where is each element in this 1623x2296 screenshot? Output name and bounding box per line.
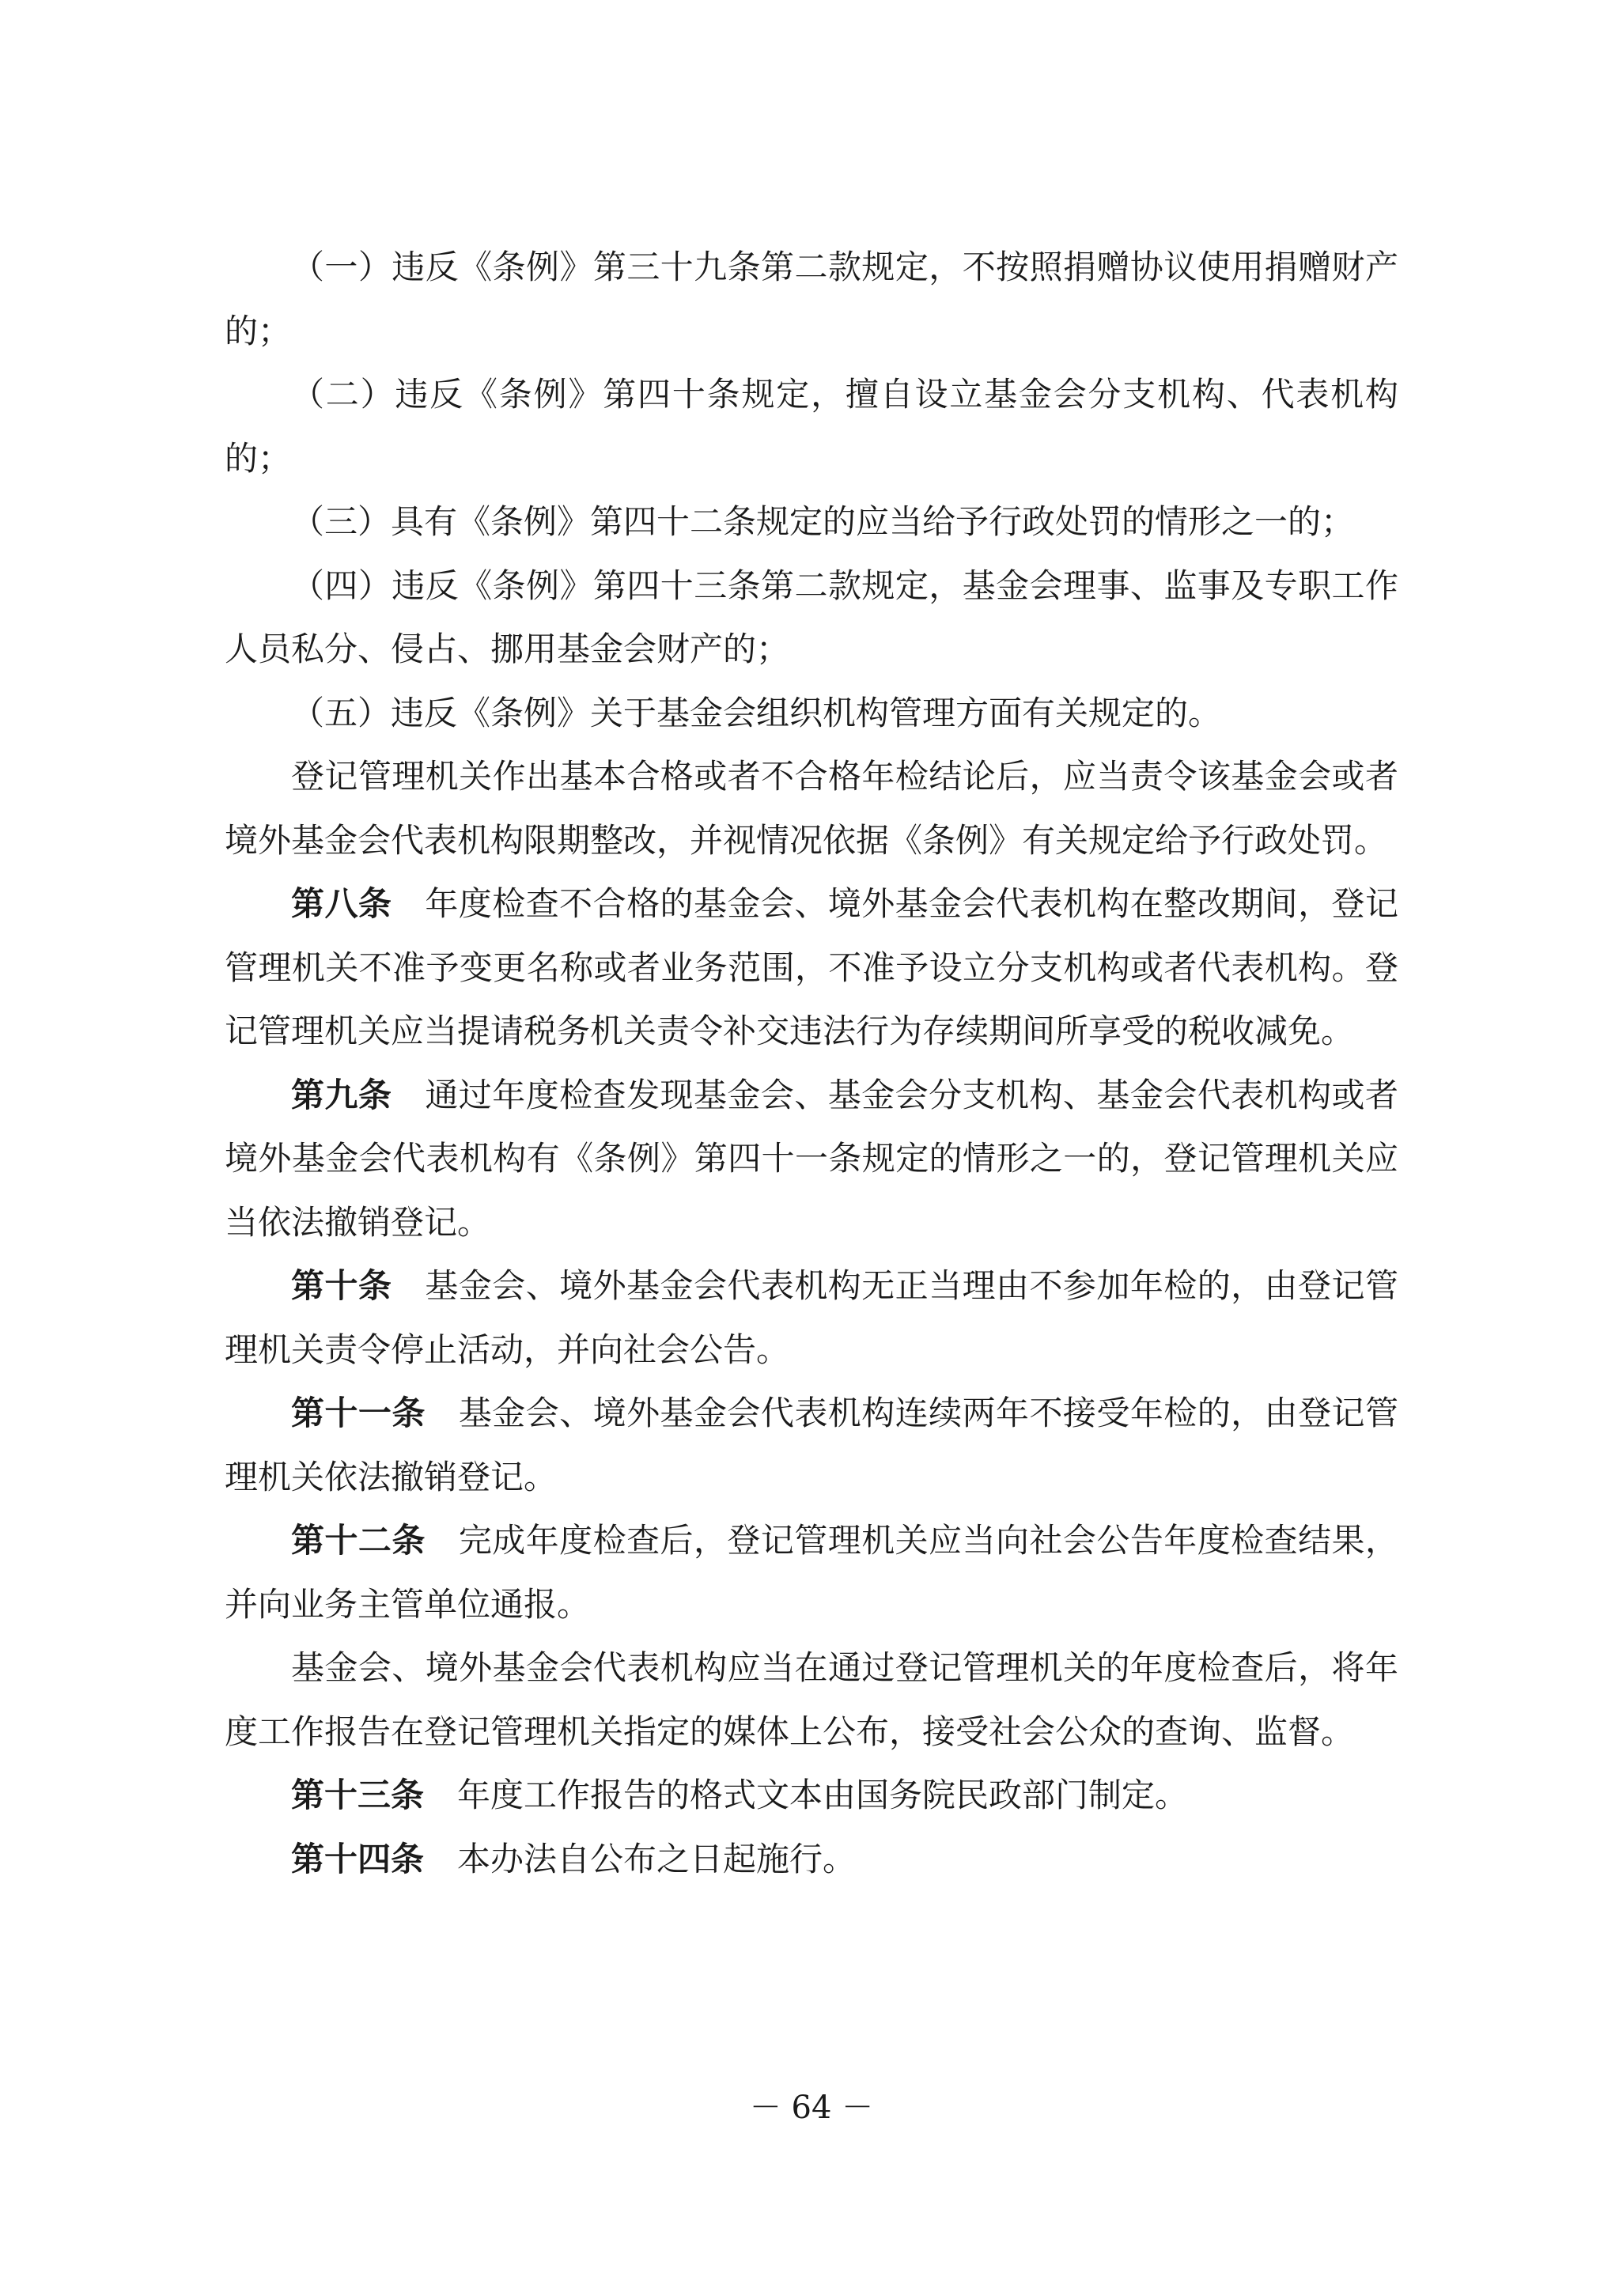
list-item: （一）违反《条例》第三十九条第二款规定，不按照捐赠协议使用捐赠财产的； [225,248,1398,350]
article-8 [225,872,1398,1064]
article-14 [225,1828,1398,1892]
article-11 [225,1382,1398,1509]
article-text: 本办法自公布之日起施行。 [457,1839,857,1878]
article-number: 第九条 [291,1075,392,1114]
article-number: 第十四条 [291,1839,425,1878]
article-number: 第十条 [291,1266,392,1305]
paragraph: 基金会、境外基金会代表机构应当在通过登记管理机关的年度检查后，将年度工作报告在登记管理机关指定的媒体上公布，接受社会公众的查询、监督。 [225,1648,1398,1751]
article-number: 第十三条 [291,1776,425,1814]
document-body [225,236,1398,1891]
article-text: 通过年度检查发现基金会、基金会分支机构、基金会代表机构或者境外基金会代表机构有《条例》第四十一条规定的情形之一的，登记管理机关应当依法撤销登记。 [225,1075,1398,1242]
article-10 [225,1254,1398,1382]
article-text: 完成年度检查后，登记管理机关应当向社会公告年度检查结果，并向业务主管单位通报。 [225,1521,1398,1624]
paragraph: 登记管理机关作出基本合格或者不合格年检结论后，应当责令该基金会或者境外基金会代表机构限期整改，并视情况依据《条例》有关规定给予行政处罚。 [225,757,1398,860]
list-item: （五）违反《条例》关于基金会组织机构管理方面有关规定的。 [291,693,1222,732]
article-number: 第十二条 [291,1521,426,1560]
list-item: （三）具有《条例》第四十二条规定的应当给予行政处罚的情形之一的； [291,502,1355,541]
article-text: 年度检查不合格的基金会、境外基金会代表机构在整改期间，登记管理机关不准予变更名称或者业务范围，不准予设立分支机构或者代表机构。登记管理机关应当提请税务机关责令补交违法行为存续期间所享受的税收减免。 [225,884,1398,1050]
article-13 [225,1764,1398,1828]
article-text: 基金会、境外基金会代表机构无正当理由不参加年检的，由登记管理机关责令停止活动，并向社会公告。 [225,1266,1398,1369]
list-item: （二）违反《条例》第四十条规定，擅自设立基金会分支机构、代表机构的； [225,375,1398,478]
page-number: － 64 － [749,2090,874,2126]
article-9 [225,1064,1398,1255]
article-number: 第八条 [291,884,392,923]
article-text: 基金会、境外基金会代表机构连续两年不接受年检的，由登记管理机关依法撤销登记。 [225,1394,1398,1496]
article-text: 年度工作报告的格式文本由国务院民政部门制定。 [457,1776,1189,1814]
article-12 [225,1509,1398,1636]
article-number: 第十一条 [291,1394,426,1432]
list-item: （四）违反《条例》第四十三条第二款规定，基金会理事、监事及专职工作人员私分、侵占、挪用基金会财产的； [225,565,1398,668]
